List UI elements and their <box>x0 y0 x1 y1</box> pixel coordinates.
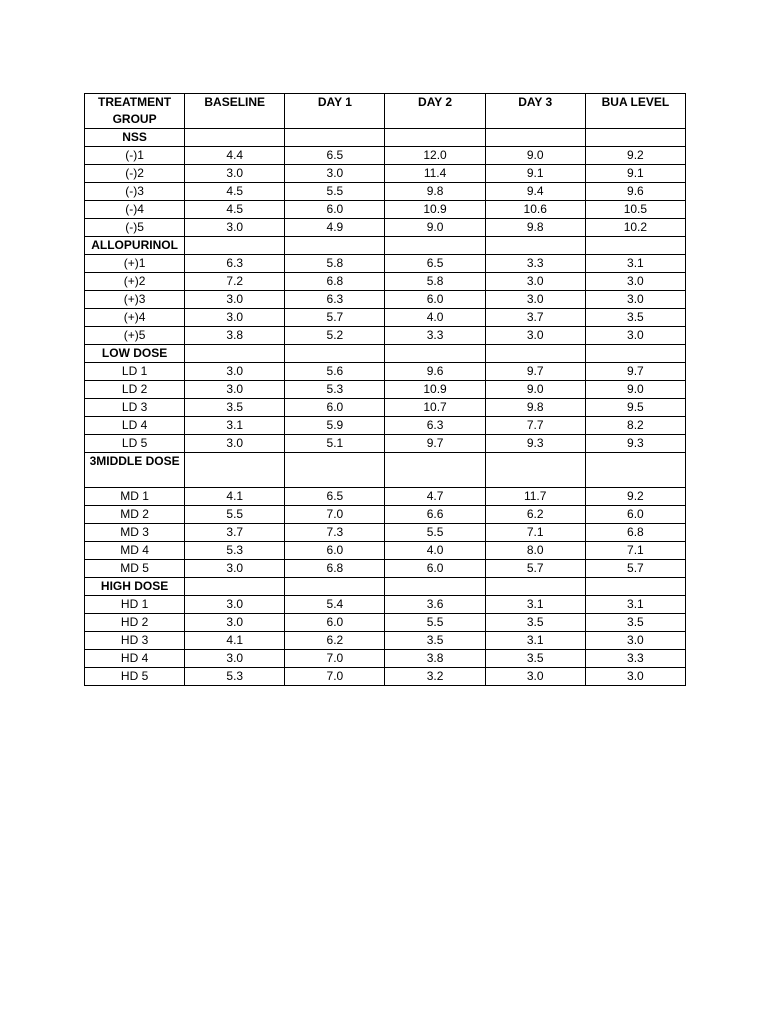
table-cell: 7.3 <box>285 524 385 542</box>
group-row <box>85 578 686 596</box>
table-cell: 5.5 <box>385 524 485 542</box>
row-label: (+)4 <box>85 309 185 327</box>
table-cell: 10.7 <box>385 399 485 417</box>
table-cell: 3.8 <box>385 650 485 668</box>
column-header-day-2: DAY 2 <box>385 94 485 129</box>
column-header-day-3: DAY 3 <box>485 94 585 129</box>
table-cell: 9.6 <box>385 363 485 381</box>
table-cell: 4.4 <box>185 147 285 165</box>
row-label: HD 2 <box>85 614 185 632</box>
row-label: LD 5 <box>85 435 185 453</box>
table-row <box>85 291 686 309</box>
empty-cell <box>385 578 485 596</box>
table-cell: 3.5 <box>485 614 585 632</box>
table-cell: 5.5 <box>285 183 385 201</box>
table-cell: 8.0 <box>485 542 585 560</box>
empty-cell <box>285 578 385 596</box>
group-row <box>85 345 686 363</box>
row-label: (+)5 <box>85 327 185 345</box>
row-label: (+)1 <box>85 255 185 273</box>
table-cell: 3.0 <box>185 596 285 614</box>
table-cell: 5.7 <box>285 309 385 327</box>
table-cell: 9.3 <box>585 435 685 453</box>
table-cell: 4.9 <box>285 219 385 237</box>
table-row <box>85 309 686 327</box>
table-row <box>85 219 686 237</box>
table-cell: 3.3 <box>485 255 585 273</box>
empty-cell <box>585 237 685 255</box>
empty-cell <box>285 345 385 363</box>
table-cell: 5.6 <box>285 363 385 381</box>
table-cell: 4.7 <box>385 488 485 506</box>
table-cell: 10.5 <box>585 201 685 219</box>
table-cell: 3.7 <box>485 309 585 327</box>
table-cell: 5.4 <box>285 596 385 614</box>
table-row <box>85 399 686 417</box>
table-cell: 3.0 <box>185 219 285 237</box>
column-header-bua-level: BUA LEVEL <box>585 94 685 129</box>
table-cell: 6.8 <box>285 273 385 291</box>
header-row <box>85 94 686 129</box>
table-cell: 5.3 <box>185 542 285 560</box>
empty-cell <box>185 129 285 147</box>
table-cell: 5.7 <box>585 560 685 578</box>
column-header-treatment-group: TREATMENT GROUP <box>85 94 185 129</box>
empty-cell <box>185 345 285 363</box>
table-cell: 3.1 <box>585 255 685 273</box>
table-cell: 10.9 <box>385 381 485 399</box>
table-cell: 9.0 <box>485 381 585 399</box>
group-label: ALLOPURINOL <box>85 237 185 255</box>
row-label: MD 5 <box>85 560 185 578</box>
empty-cell <box>185 578 285 596</box>
table-cell: 9.3 <box>485 435 585 453</box>
row-label: HD 3 <box>85 632 185 650</box>
table-cell: 5.2 <box>285 327 385 345</box>
table-cell: 9.1 <box>585 165 685 183</box>
table-cell: 3.0 <box>485 327 585 345</box>
table-cell: 9.7 <box>385 435 485 453</box>
table-cell: 3.0 <box>185 560 285 578</box>
table-cell: 6.8 <box>585 524 685 542</box>
table-cell: 9.6 <box>585 183 685 201</box>
table-cell: 3.0 <box>185 165 285 183</box>
table-cell: 7.7 <box>485 417 585 435</box>
empty-cell <box>485 129 585 147</box>
row-label: (-)1 <box>85 147 185 165</box>
table-cell: 5.5 <box>185 506 285 524</box>
table-cell: 5.3 <box>285 381 385 399</box>
table-cell: 3.0 <box>185 650 285 668</box>
table-cell: 5.8 <box>385 273 485 291</box>
table-cell: 4.5 <box>185 201 285 219</box>
table-row <box>85 650 686 668</box>
table-cell: 4.1 <box>185 632 285 650</box>
table-cell: 9.2 <box>585 488 685 506</box>
empty-cell <box>485 578 585 596</box>
table-cell: 3.8 <box>185 327 285 345</box>
empty-cell <box>185 453 285 488</box>
empty-cell <box>385 453 485 488</box>
table-cell: 9.8 <box>485 399 585 417</box>
table-row <box>85 560 686 578</box>
table-cell: 3.3 <box>385 327 485 345</box>
table-cell: 3.7 <box>185 524 285 542</box>
table-cell: 11.7 <box>485 488 585 506</box>
table-cell: 3.6 <box>385 596 485 614</box>
table-cell: 4.5 <box>185 183 285 201</box>
table-cell: 9.7 <box>585 363 685 381</box>
empty-cell <box>285 237 385 255</box>
group-label: LOW DOSE <box>85 345 185 363</box>
table-cell: 3.1 <box>485 596 585 614</box>
table-cell: 3.0 <box>485 291 585 309</box>
table-cell: 3.0 <box>585 291 685 309</box>
table-row <box>85 435 686 453</box>
table-cell: 9.4 <box>485 183 585 201</box>
table-row <box>85 542 686 560</box>
table-row <box>85 147 686 165</box>
table-cell: 10.6 <box>485 201 585 219</box>
table-row <box>85 183 686 201</box>
table-cell: 9.7 <box>485 363 585 381</box>
table-cell: 4.1 <box>185 488 285 506</box>
table-cell: 7.0 <box>285 668 385 686</box>
table-cell: 6.8 <box>285 560 385 578</box>
table-cell: 6.2 <box>485 506 585 524</box>
empty-cell <box>485 345 585 363</box>
empty-cell <box>385 345 485 363</box>
table-cell: 3.1 <box>485 632 585 650</box>
table-cell: 3.0 <box>185 381 285 399</box>
column-header-day-1: DAY 1 <box>285 94 385 129</box>
table-cell: 5.9 <box>285 417 385 435</box>
table-cell: 9.1 <box>485 165 585 183</box>
table-cell: 9.5 <box>585 399 685 417</box>
table-cell: 6.0 <box>385 291 485 309</box>
row-label: (+)3 <box>85 291 185 309</box>
row-label: (-)4 <box>85 201 185 219</box>
table-cell: 3.0 <box>185 435 285 453</box>
table-cell: 3.5 <box>485 650 585 668</box>
empty-cell <box>585 578 685 596</box>
table-cell: 7.1 <box>585 542 685 560</box>
table-cell: 3.2 <box>385 668 485 686</box>
empty-cell <box>385 129 485 147</box>
table-cell: 9.8 <box>485 219 585 237</box>
group-row <box>85 453 686 488</box>
empty-cell <box>585 345 685 363</box>
row-label: LD 3 <box>85 399 185 417</box>
table-cell: 9.0 <box>585 381 685 399</box>
table-cell: 9.2 <box>585 147 685 165</box>
row-label: MD 4 <box>85 542 185 560</box>
empty-cell <box>285 453 385 488</box>
table-cell: 6.0 <box>285 542 385 560</box>
data-table <box>84 93 686 686</box>
group-row <box>85 129 686 147</box>
table-cell: 6.3 <box>185 255 285 273</box>
table-cell: 3.5 <box>585 614 685 632</box>
table-cell: 5.1 <box>285 435 385 453</box>
empty-cell <box>585 129 685 147</box>
table-cell: 6.6 <box>385 506 485 524</box>
table-row <box>85 614 686 632</box>
table-row <box>85 327 686 345</box>
empty-cell <box>385 237 485 255</box>
table-cell: 10.2 <box>585 219 685 237</box>
table-cell: 6.5 <box>385 255 485 273</box>
table-cell: 6.5 <box>285 488 385 506</box>
group-label: 3MIDDLE DOSE <box>85 453 185 488</box>
group-row <box>85 237 686 255</box>
table-cell: 3.0 <box>185 309 285 327</box>
table-cell: 6.5 <box>285 147 385 165</box>
group-label: NSS <box>85 129 185 147</box>
table-row <box>85 417 686 435</box>
row-label: HD 5 <box>85 668 185 686</box>
table-cell: 3.0 <box>585 632 685 650</box>
table-cell: 3.0 <box>485 273 585 291</box>
table-row <box>85 273 686 291</box>
table-row <box>85 255 686 273</box>
table-cell: 10.9 <box>385 201 485 219</box>
table-cell: 3.1 <box>185 417 285 435</box>
table-cell: 9.0 <box>485 147 585 165</box>
table-cell: 5.8 <box>285 255 385 273</box>
table-cell: 3.1 <box>585 596 685 614</box>
table-cell: 8.2 <box>585 417 685 435</box>
table-cell: 5.5 <box>385 614 485 632</box>
table-cell: 7.2 <box>185 273 285 291</box>
table-cell: 6.0 <box>285 399 385 417</box>
table-cell: 3.0 <box>285 165 385 183</box>
table-row <box>85 488 686 506</box>
table-cell: 3.5 <box>385 632 485 650</box>
table-cell: 4.0 <box>385 542 485 560</box>
table-cell: 6.2 <box>285 632 385 650</box>
row-label: LD 2 <box>85 381 185 399</box>
empty-cell <box>485 453 585 488</box>
table-cell: 6.3 <box>285 291 385 309</box>
table-body <box>85 129 686 686</box>
row-label: HD 1 <box>85 596 185 614</box>
table-cell: 7.0 <box>285 506 385 524</box>
table-row <box>85 363 686 381</box>
table-cell: 6.0 <box>585 506 685 524</box>
row-label: LD 4 <box>85 417 185 435</box>
row-label: MD 3 <box>85 524 185 542</box>
empty-cell <box>285 129 385 147</box>
row-label: MD 2 <box>85 506 185 524</box>
row-label: (+)2 <box>85 273 185 291</box>
table-cell: 3.0 <box>485 668 585 686</box>
table-row <box>85 381 686 399</box>
table-cell: 11.4 <box>385 165 485 183</box>
row-label: MD 1 <box>85 488 185 506</box>
group-label: HIGH DOSE <box>85 578 185 596</box>
table-cell: 6.0 <box>285 201 385 219</box>
empty-cell <box>585 453 685 488</box>
row-label: (-)2 <box>85 165 185 183</box>
table-row <box>85 596 686 614</box>
table-row <box>85 524 686 542</box>
table-row <box>85 201 686 219</box>
table-cell: 3.0 <box>185 363 285 381</box>
table-cell: 3.3 <box>585 650 685 668</box>
table-cell: 3.0 <box>585 327 685 345</box>
row-label: LD 1 <box>85 363 185 381</box>
table-cell: 9.8 <box>385 183 485 201</box>
table-cell: 6.3 <box>385 417 485 435</box>
table-cell: 3.5 <box>585 309 685 327</box>
table-cell: 4.0 <box>385 309 485 327</box>
table-row <box>85 165 686 183</box>
column-header-baseline: BASELINE <box>185 94 285 129</box>
table-cell: 3.0 <box>585 668 685 686</box>
row-label: (-)5 <box>85 219 185 237</box>
table-row <box>85 668 686 686</box>
table-cell: 5.7 <box>485 560 585 578</box>
table-cell: 3.0 <box>185 291 285 309</box>
table-cell: 7.1 <box>485 524 585 542</box>
table-cell: 3.5 <box>185 399 285 417</box>
table-cell: 3.0 <box>585 273 685 291</box>
empty-cell <box>185 237 285 255</box>
empty-cell <box>485 237 585 255</box>
table-cell: 6.0 <box>285 614 385 632</box>
table-row <box>85 506 686 524</box>
table-cell: 6.0 <box>385 560 485 578</box>
table-cell: 5.3 <box>185 668 285 686</box>
table-cell: 7.0 <box>285 650 385 668</box>
table-cell: 9.0 <box>385 219 485 237</box>
table-cell: 3.0 <box>185 614 285 632</box>
row-label: HD 4 <box>85 650 185 668</box>
row-label: (-)3 <box>85 183 185 201</box>
table-row <box>85 632 686 650</box>
table-cell: 12.0 <box>385 147 485 165</box>
